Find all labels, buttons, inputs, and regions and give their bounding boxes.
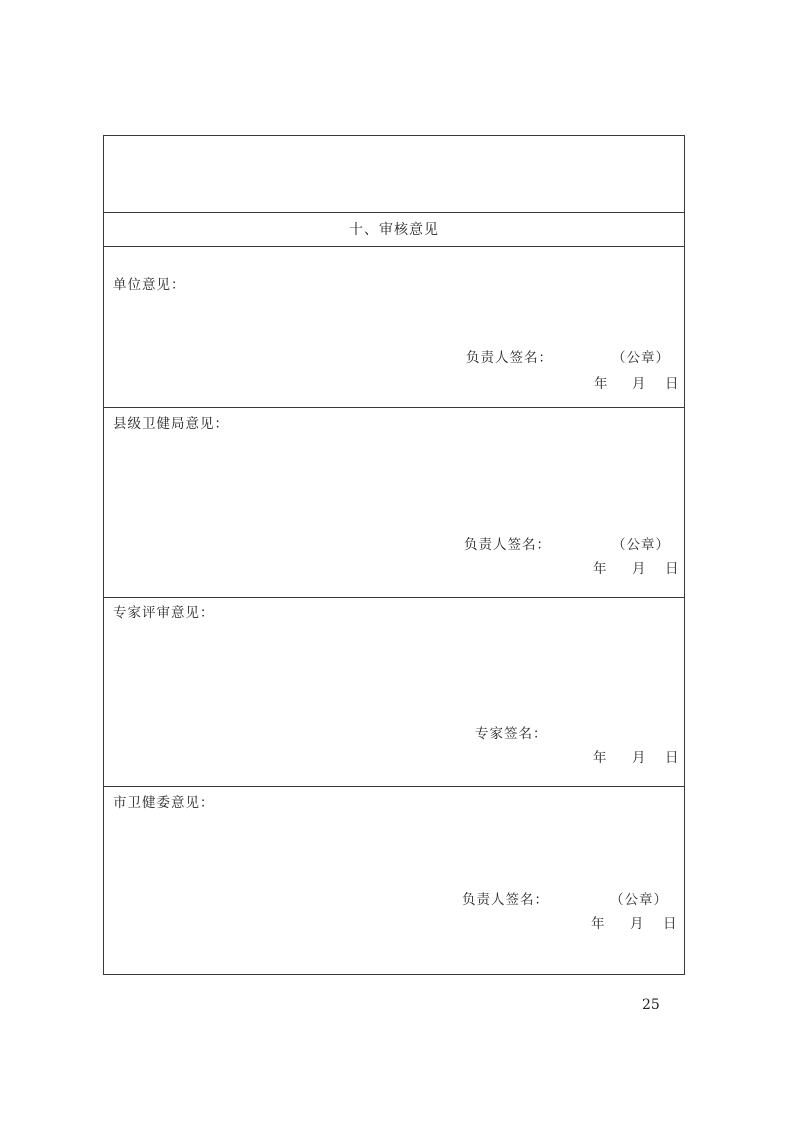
date-month: 月 [632, 561, 646, 577]
municipal-health-commission-opinion-label: 市卫健委意见： [113, 795, 215, 811]
date-year: 年 [594, 376, 608, 392]
date-month: 月 [632, 376, 646, 392]
seal-label: （公章） [612, 350, 670, 366]
review-opinions-table [103, 135, 685, 975]
row-divider [104, 407, 684, 408]
signature-label: 负责人签名： [462, 892, 549, 908]
signature-label: 负责人签名： [464, 537, 551, 553]
date-day: 日 [665, 376, 679, 392]
date-day: 日 [663, 916, 677, 932]
date-year: 年 [591, 916, 605, 932]
date-month: 月 [632, 750, 646, 766]
expert-signature-label: 专家签名： [475, 726, 548, 742]
signature-label: 负责人签名： [466, 350, 553, 366]
section-title: 十、审核意见 [349, 222, 439, 238]
page-number: 25 [642, 997, 660, 1013]
row-divider [104, 786, 684, 787]
row-divider [104, 212, 684, 213]
date-day: 日 [665, 561, 679, 577]
date-year: 年 [593, 561, 607, 577]
date-month: 月 [630, 916, 644, 932]
county-health-bureau-opinion-label: 县级卫健局意见： [113, 416, 229, 432]
date-year: 年 [593, 750, 607, 766]
expert-review-opinion-label: 专家评审意见： [113, 605, 215, 621]
seal-label: （公章） [610, 892, 668, 908]
date-day: 日 [665, 750, 679, 766]
seal-label: （公章） [612, 537, 670, 553]
row-divider [104, 246, 684, 247]
row-divider [104, 597, 684, 598]
unit-opinion-label: 单位意见： [113, 277, 186, 293]
